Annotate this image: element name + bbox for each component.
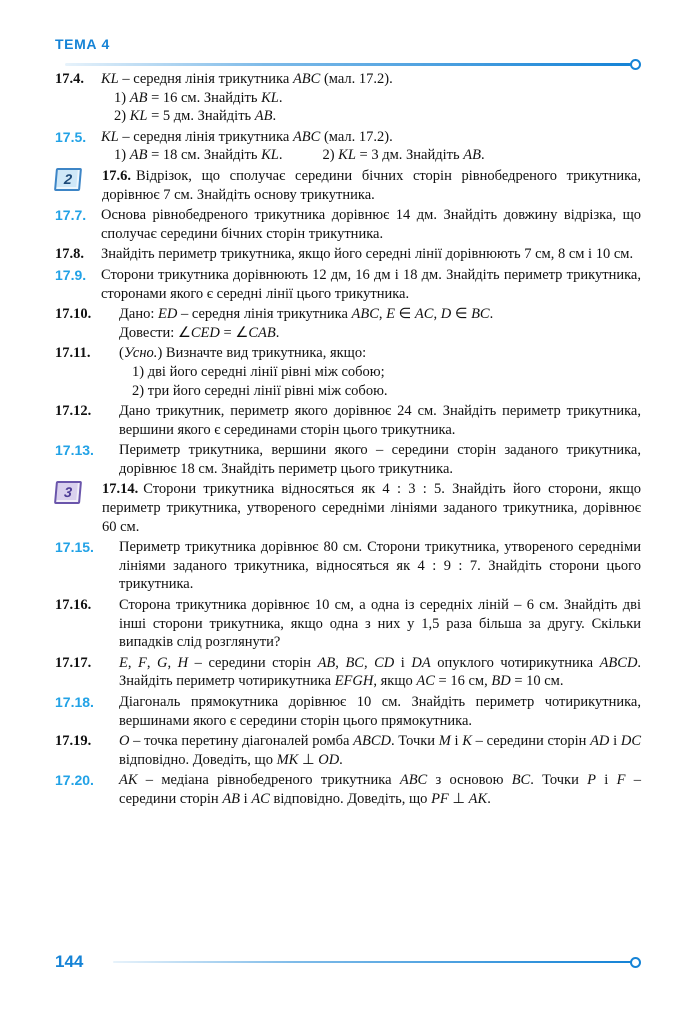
problem-text: Знайдіть периметр трикутника, якщо його середні лінії дорівнюють 7 см, 8 см і 10 см. [101, 246, 634, 263]
problem-number: 17.12. [55, 403, 92, 420]
problem-number: 17.15. [55, 539, 94, 556]
subitem-text: 2) KL = 5 дм. Знайдіть AB. [114, 108, 277, 125]
subitem-text: 1) AB = 16 см. Знайдіть KL. [114, 89, 283, 106]
problem-number: 17.9. [55, 266, 87, 283]
problem-text: Основа рівнобедреного трикутника дорівнює 14 дм. Знайдіть довжину відрізка, що сполучає середини бічних сторін трикутника. [101, 207, 641, 242]
circle-ring-icon [630, 957, 641, 968]
problem [55, 245, 641, 264]
problem-number: 17.18. [55, 694, 94, 710]
header-rule [65, 59, 641, 70]
problem-number: 17.5. [55, 128, 87, 145]
problem [55, 538, 641, 594]
problem-subitem [101, 146, 641, 165]
problem-text: O – точка перетину діагоналей ромба ABCD. Точки M і K – середини сторін AD і DC відповідно. Доведіть, що MK ⊥ OD. [119, 733, 641, 768]
problem-subitem [119, 324, 641, 343]
problem-text: (Усно.) Визначте вид трикутника, якщо: 1) дві його середні лінії рівні між собою; 2) три його середні лінії рівні між собою. [119, 344, 641, 400]
problem-text: 17.6. Відрізок, що сполучає середини бічних сторін рівнобедреного трикутника, дорівнює 7 см. Знайдіть основу трикутника. [102, 167, 641, 203]
footer-rule [113, 957, 641, 968]
problem-number: 17.20. [55, 772, 94, 789]
problem-number: 17.4. [55, 71, 84, 87]
problem-text: 17.14. Сторони трикутника відносяться як 4 : 3 : 5. Знайдіть його сторони, якщо периметр трикутника, утвореного середніми лініями заданого трикутника, дорівнює 60 см. [102, 481, 641, 535]
level-badge-column [55, 480, 102, 536]
problem [55, 402, 641, 439]
level-badge: 2 [54, 168, 82, 191]
problem-number: 17.7. [55, 207, 87, 224]
problem-text: Периметр трикутника, вершини якого – середини сторін заданого трикутника, дорівнює 18 см. Знайдіть периметр цього трикутника. [119, 442, 641, 477]
problem-text: AK – медіана рівнобедреного трикутника ABC з основою BC. Точки P і F – середини сторін AB і AC відповідно. Доведіть, що PF ⊥ AK. [119, 772, 641, 807]
level-badge: 3 [54, 481, 82, 504]
subitem-text: 1) дві його середні лінії рівні між собою; [132, 363, 385, 380]
problem-subitem [119, 363, 641, 382]
problem-number: 17.8. [55, 246, 84, 263]
header-rule-line [65, 63, 631, 66]
problem-number: 17.13. [55, 442, 94, 459]
problem [55, 693, 641, 730]
problem-number: 17.14. [102, 481, 139, 498]
page-footer [55, 952, 641, 972]
problem-subitem [119, 382, 641, 401]
problem-subitem [101, 107, 641, 126]
problem [55, 266, 641, 303]
problem [55, 480, 641, 536]
problem-number: 17.19. [55, 733, 92, 750]
problem-number: 17.10. [55, 306, 92, 323]
problem-number: 17.6. [102, 167, 131, 184]
problem-subitem [101, 89, 641, 108]
problem-text: Периметр трикутника дорівнює 80 см. Сторони трикутника, утвореного середніми лініями заданого трикутника, відносяться як 4 : 9 : 7. Знайдіть сторони цього трикутника. [119, 539, 641, 593]
subitem-text: Довести: ∠CED = ∠CAB. [119, 324, 280, 341]
problem [55, 128, 641, 165]
problem [55, 654, 641, 691]
problem-text: Дано: ED – середня лінія трикутника ABC, E ∈ AC, D ∈ BC. Довести: ∠CED = ∠CAB. [119, 305, 641, 342]
problem-text: Діагональ прямокутника дорівнює 10 см. Знайдіть периметр чотирикутника, вершинами якого є середини сторін цього прямокутника. [119, 694, 641, 729]
problem [55, 732, 641, 769]
subitem-text: 1) AB = 18 см. Знайдіть KL. [114, 147, 283, 164]
problem-text: Сторона трикутника дорівнює 10 см, а одна із середніх ліній – 6 см. Знайдіть дві інші сторони трикутника, якщо одна з них у 1,5 раза більша за другу. Скільки випадків слід розглянути? [119, 597, 641, 651]
subitem-text: 2) три його середні лінії рівні між собою. [132, 382, 388, 399]
problem-text: E, F, G, H – середини сторін AB, BC, CD і DA опуклого чотирикутника ABCD. Знайдіть периметр чотирикутника EFGH, якщо AC = 16 см, BD = 10 см. [119, 654, 642, 690]
problem [55, 344, 641, 400]
problem-number: 17.17. [55, 654, 92, 671]
problem-list [55, 70, 641, 811]
problem [55, 441, 641, 478]
problem-number: 17.11. [55, 345, 91, 362]
subitem-text: 2) KL = 3 дм. Знайдіть AB. [322, 147, 485, 164]
problem [55, 596, 641, 652]
circle-ring-icon [630, 59, 641, 70]
problem-number: 17.16. [55, 597, 92, 614]
level-badge-column [55, 167, 102, 204]
problem-text: KL – середня лінія трикутника ABC (мал. 17.2). 1) AB = 16 см. Знайдіть KL. 2) KL = 5 дм. Знайдіть AB. [101, 70, 641, 126]
problem-text: KL – середня лінія трикутника ABC (мал. 17.2). 1) AB = 18 см. Знайдіть KL. 2) KL = 3 дм. Знайдіть AB. [101, 128, 641, 165]
problem-text: Сторони трикутника дорівнюють 12 дм, 16 дм і 18 дм. Знайдіть периметр трикутника, сторонами якого є середні лінії цього трикутника. [101, 266, 641, 302]
problem [55, 206, 641, 243]
problem [55, 771, 641, 808]
theme-label: ТЕМА 4 [55, 36, 110, 52]
page-header [55, 36, 641, 70]
problem [55, 167, 641, 204]
problem [55, 70, 641, 126]
problem-text: Дано трикутник, периметр якого дорівнює 24 см. Знайдіть периметр трикутника, вершини якого є серединами сторін цього трикутника. [119, 403, 641, 438]
page-number: 144 [55, 952, 84, 971]
footer-rule-line [113, 961, 631, 964]
problem [55, 305, 641, 342]
